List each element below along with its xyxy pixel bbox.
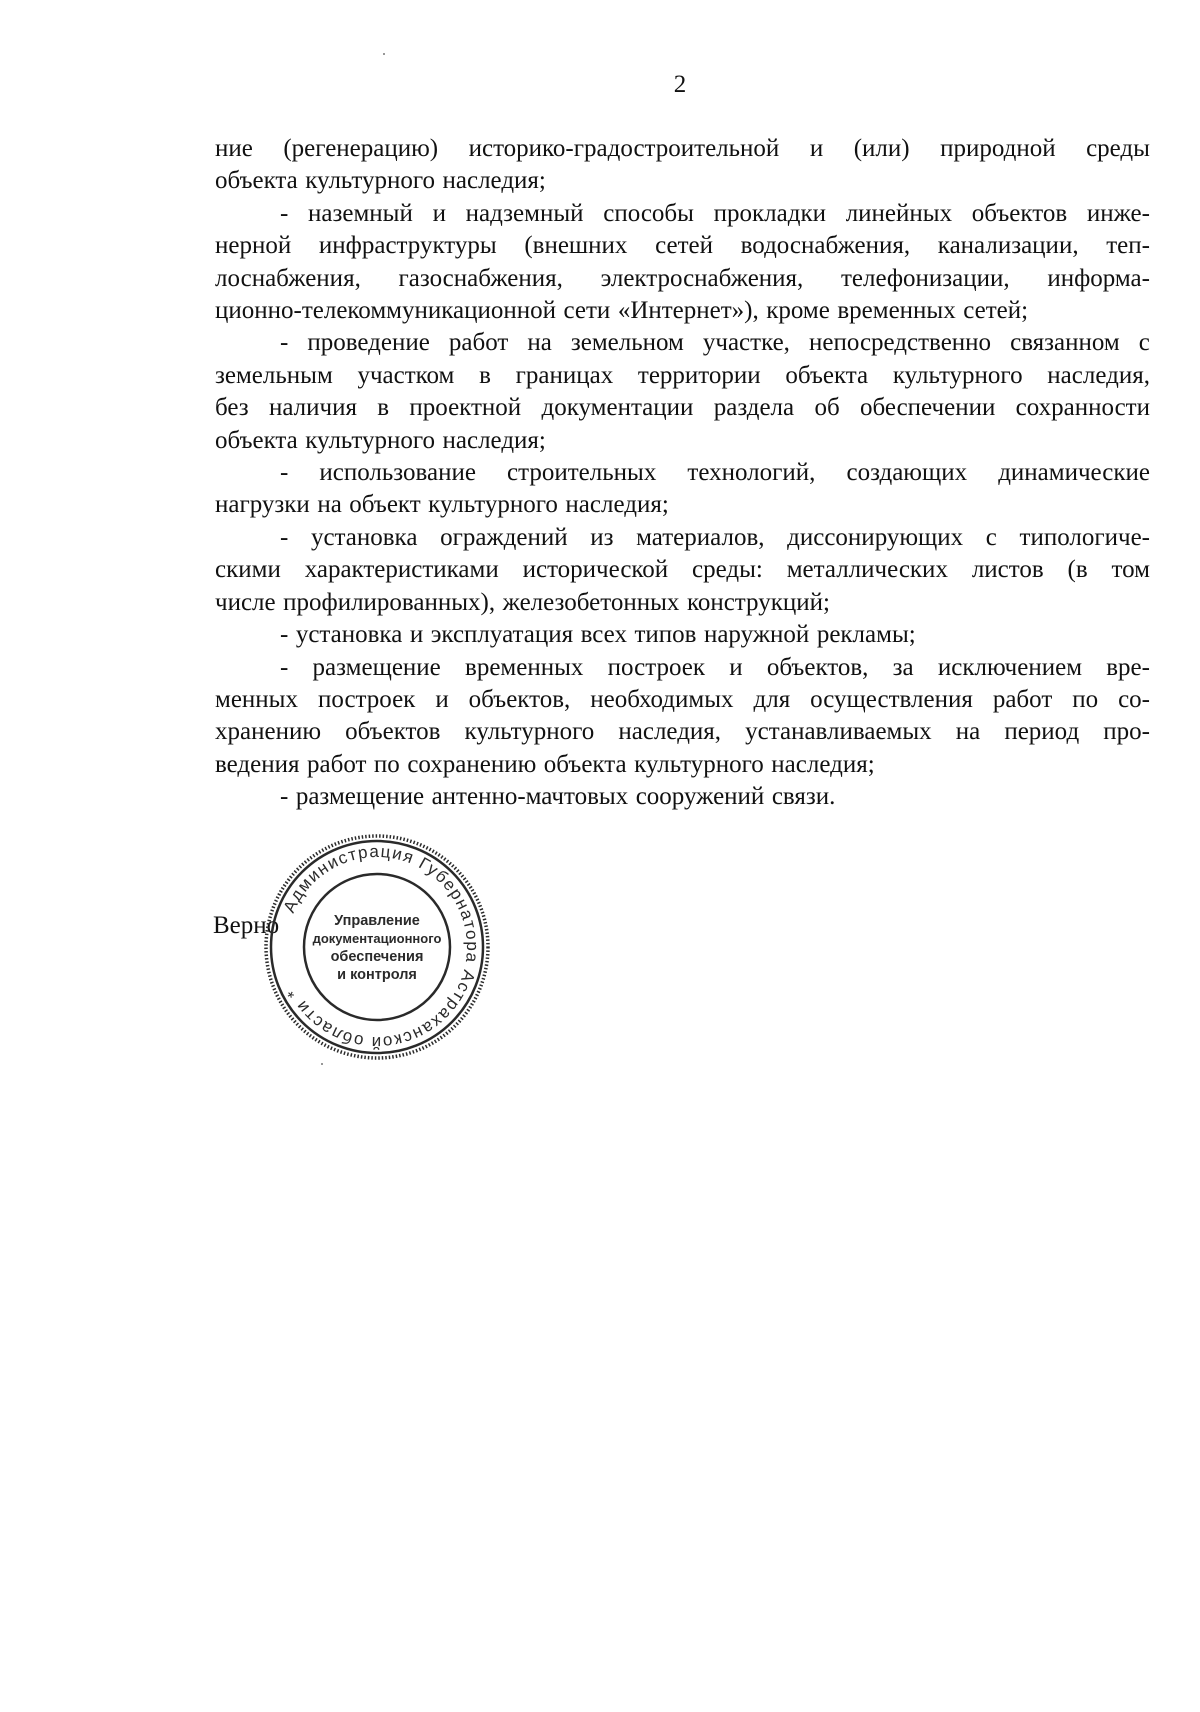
text-line: - размещение временных построек и объектов, за исключением вре- xyxy=(280,653,1150,681)
text-line: - размещение антенно-мачтовых сооружений связи. xyxy=(280,783,836,811)
text-line: ведения работ по сохранению объекта культурного наследия; xyxy=(215,750,875,778)
text-line: нагрузки на объект культурного наследия; xyxy=(215,491,669,519)
seal-center-line: обеспечения xyxy=(330,949,424,965)
page-number: 2 xyxy=(673,71,687,98)
scan-speck xyxy=(321,1063,323,1065)
body-text xyxy=(215,133,1150,814)
text-line: без наличия в проектной документации раздела об обеспечении сохранности xyxy=(215,394,1150,422)
text-line: хранению объектов культурного наследия, устанавливаемых на период про- xyxy=(215,718,1150,746)
text-line: лоснабжения, газоснабжения, электроснабжения, телефонизации, информа- xyxy=(215,264,1150,292)
text-line: скими характеристиками исторической среды: металлических листов (в том xyxy=(215,556,1150,584)
scan-speck xyxy=(383,53,385,55)
seal-center-text xyxy=(313,913,442,983)
seal-center-line: документационного xyxy=(312,931,442,946)
text-line: - проведение работ на земельном участке, непосредственно связанном с xyxy=(280,329,1150,357)
verification-label: Верно xyxy=(213,912,280,939)
seal-center-line: Управление xyxy=(334,913,420,929)
text-line: - установка ограждений из материалов, диссонирующих с типологиче- xyxy=(280,523,1150,551)
text-line: объекта культурного наследия; xyxy=(215,426,546,454)
text-line: числе профилированных), железобетонных конструкций; xyxy=(215,588,830,616)
seal-ring-text: Администрация Губернатора Астраханской области * xyxy=(279,841,483,1053)
text-line: ние (регенерацию) историко-градостроительной и (или) природной среды xyxy=(215,135,1150,162)
text-line: менных построек и объектов, необходимых для осуществления работ по со- xyxy=(215,685,1150,713)
seal-inner-ring xyxy=(304,874,450,1020)
text-line: - наземный и надземный способы прокладки линейных объектов инже- xyxy=(280,199,1150,227)
official-seal xyxy=(262,832,492,1062)
seal-center-line: и контроля xyxy=(337,967,417,983)
text-line: объекта культурного наследия; xyxy=(215,167,546,195)
text-line: земельным участком в границах территории объекта культурного наследия, xyxy=(215,361,1150,389)
text-line: ционно-телекоммуникационной сети «Интернет»), кроме временных сетей; xyxy=(215,297,1029,325)
text-line: - использование строительных технологий, создающих динамические xyxy=(280,459,1150,487)
seal-outer-ring xyxy=(266,836,488,1058)
text-line: нерной инфраструктуры (внешних сетей водоснабжения, канализации, теп- xyxy=(215,232,1150,260)
text-line: - установка и эксплуатация всех типов наружной рекламы; xyxy=(280,621,916,649)
